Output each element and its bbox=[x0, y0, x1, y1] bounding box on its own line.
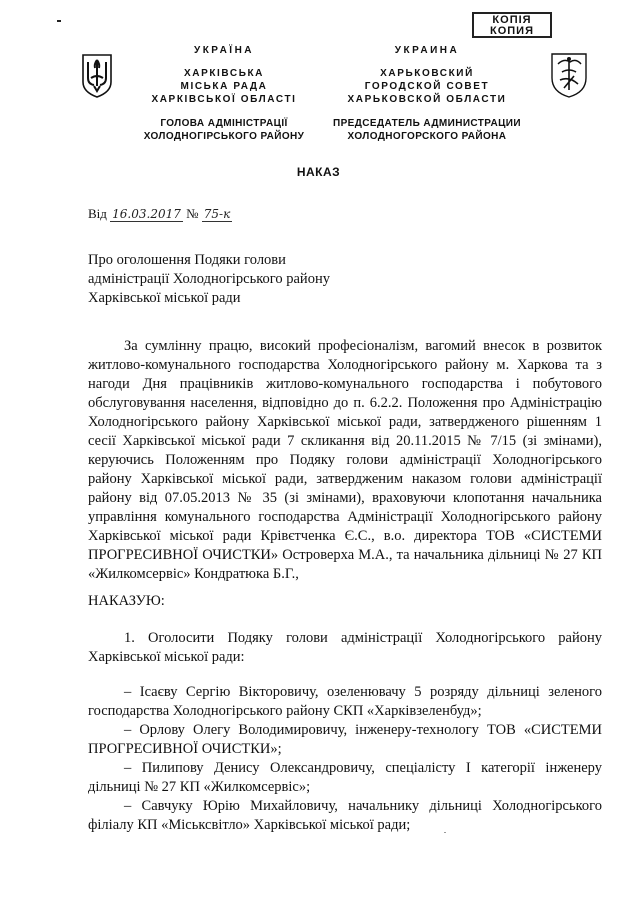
preamble-paragraph: За сумлінну працю, високий професіоналізм, вагомий внесок в розвиток житлово-комунального господарства Холодногірського району м. Харкова та з нагоди Дня працівників житлово-комунального господарства і побутового обслуговування населення, відповідно до п. 6.2.2. Положення про Адміністрацію Холодногірського району Харківської міської ради, затвердженого рішенням 1 сесії Харківської міської ради 7 скликання від 20.11.2015 № 7/15 (зі змінами), керуючись Положенням про Подяку голови адміністрації Холодногірського району Харківської міської ради, затвердженим наказом голови адміністрації району від 07.05.2013 № 35 (зі змінами), враховуючи клопотання начальника управління комунального господарства Адміністрації Холодногірського району Харківської міської ради Крівєтченка Є.С., в.о. директора ТОВ «СИСТЕМИ ПРОГРЕСИВНОЇ ОЧИСТКИ» Островерха М.А., та начальника дільниці № 27 КП «Жилкомсервіс» Кондратюка Б.Г., bbox=[88, 338, 602, 582]
order-subject bbox=[88, 251, 330, 308]
country-name-ru: УКРАИНА bbox=[394, 45, 460, 56]
scan-speck bbox=[57, 20, 61, 22]
subject-line-2: адміністрації Холодногірського району bbox=[88, 271, 330, 287]
country-name-ua: УКРАЇНА bbox=[193, 45, 255, 56]
recipients-list bbox=[88, 683, 602, 835]
city-line-3: ХАРЬКОВСКОЙ ОБЛАСТИ bbox=[347, 94, 507, 105]
list-item: – Орлову Олегу Володимировичу, інженеру-технологу ТОВ «СИСТЕМИ ПРОГРЕСИВНОЇ ОЧИСТКИ»; bbox=[88, 722, 602, 757]
admin-line-2: ХОЛОДНОГОРСКОГО РАЙОНА bbox=[347, 131, 507, 142]
subject-line-3: Харківської міської ради bbox=[88, 290, 241, 306]
city-line-1: ХАРКІВСЬКА bbox=[183, 68, 265, 79]
stamp-line-ua: КОПІЯ bbox=[492, 14, 532, 26]
list-item: – Ісаєву Сергію Вікторовичу, озеленювачу 5 розряду дільниці зеленого господарства Холодногірського району СКП «Харківзеленбуд»; bbox=[88, 684, 602, 719]
admin-title-ua bbox=[134, 117, 314, 143]
copy-stamp bbox=[472, 12, 552, 38]
ukraine-trident-icon bbox=[80, 52, 114, 98]
admin-line-2: ХОЛОДНОГІРСЬКОГО РАЙОНУ bbox=[143, 131, 305, 142]
subject-line-1: Про оголошення Подяки голови bbox=[88, 252, 286, 268]
order-item-1: 1. Оголосити Подяку голови адміністрації Холодногірського району Харківської міської ради: bbox=[88, 630, 602, 665]
admin-line-1: ПРЕДСЕДАТЕЛЬ АДМИНИСТРАЦИИ bbox=[333, 118, 521, 129]
order-number: 75-к bbox=[203, 207, 231, 221]
date-number-line bbox=[88, 206, 232, 222]
city-council-ua bbox=[134, 67, 314, 106]
list-item: – Пилипову Денису Олександровичу, спеціалісту І категорії інженеру дільниці № 27 КП «Жилкомсервіс»; bbox=[88, 760, 602, 795]
order-date: 16.03.2017 bbox=[112, 207, 181, 221]
list-item: – Савчуку Юрію Михайловичу, начальнику дільниці Холодногірського філіалу КП «Міськсвітло» Харківської міської ради; bbox=[88, 798, 602, 833]
date-prefix: Від bbox=[88, 206, 107, 221]
scan-speck bbox=[444, 832, 446, 833]
admin-line-1: ГОЛОВА АДМІНІСТРАЦІЇ bbox=[160, 118, 288, 129]
city-line-2: ГОРОДСКОЙ СОВЕТ bbox=[364, 81, 490, 92]
city-line-2: МІСЬКА РАДА bbox=[180, 81, 268, 92]
city-line-3: ХАРКІВСЬКОЇ ОБЛАСТІ bbox=[151, 94, 297, 105]
kharkiv-coat-of-arms-icon bbox=[548, 50, 590, 98]
city-line-1: ХАРЬКОВСКИЙ bbox=[380, 68, 474, 79]
admin-title-ru bbox=[322, 117, 532, 143]
number-label: № bbox=[186, 206, 199, 221]
order-word: НАКАЗУЮ: bbox=[88, 593, 165, 609]
document-title: НАКАЗ bbox=[296, 165, 341, 179]
stamp-line-ru: КОПИЯ bbox=[490, 25, 534, 37]
city-council-ru bbox=[322, 67, 532, 106]
